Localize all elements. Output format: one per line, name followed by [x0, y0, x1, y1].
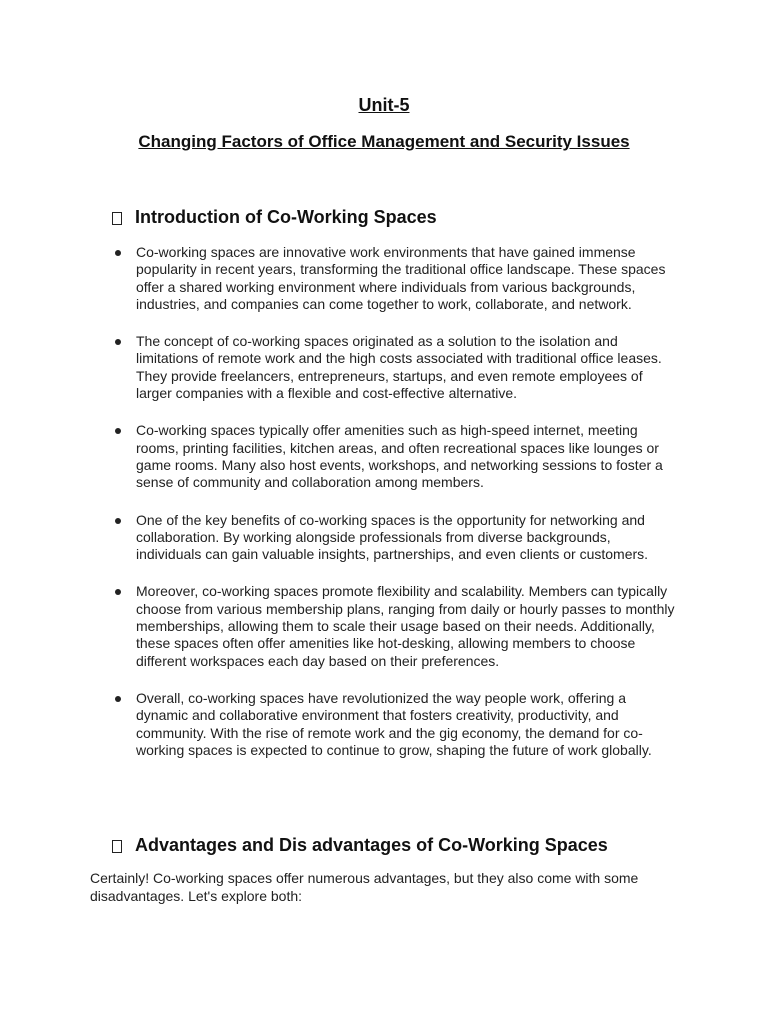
bullet-icon: [115, 518, 121, 524]
list-item-text: Co-working spaces are innovative work environments that have gained immense popularity in recent years, transforming the traditional office landscape. These spaces offer a shared working environment where individuals from various backgrounds, industries, and companies can come together to work, collaborate, and network.: [136, 244, 666, 312]
section-heading-text: Introduction of Co-Working Spaces: [135, 207, 437, 227]
list-item-text: Moreover, co-working spaces promote flexibility and scalability. Members can typically choose from various membership plans, ranging from daily or hourly passes to monthly memberships, allowing them to scale their usage based on their needs. Additionally, these spaces often offer amenities like hot-desking, allowing members to choose different workspaces each day based on their preferences.: [136, 583, 675, 669]
bullet-icon: [115, 589, 121, 595]
bullet-icon: [115, 250, 121, 256]
section-heading-advantages: [112, 835, 608, 856]
unit-label: Unit-5: [358, 95, 410, 115]
list-item-text: Overall, co-working spaces have revolutionized the way people work, offering a dynamic and collaborative environment that fosters creativity, productivity, and community. With the rise of remote work and the gig economy, the demand for co-working spaces is expected to continue to grow, shaping the future of work globally.: [136, 689, 652, 758]
bullet-icon: [115, 339, 121, 345]
list-item-text: One of the key benefits of co-working spaces is the opportunity for networking and collaboration. By working alongside professionals from diverse backgrounds, individuals can gain valuable insights, partnerships, and even clients or customers.: [136, 511, 649, 563]
missing-glyph-icon: [112, 212, 122, 225]
advantages-intro-paragraph: Certainly! Co-working spaces offer numerous advantages, but they also come with some disadvantages. Let's explore both:: [90, 870, 639, 904]
bullet-icon: [115, 428, 121, 434]
section-heading-introduction: [112, 207, 437, 228]
list-item: [112, 244, 678, 313]
section-heading-text: Advantages and Dis advantages of Co-Working Spaces: [135, 835, 608, 855]
list-item: [112, 512, 678, 564]
list-item: [112, 583, 678, 669]
list-item: [112, 422, 678, 491]
bullet-icon: [115, 696, 121, 702]
introduction-bullet-list: [112, 244, 678, 779]
list-item: [112, 690, 678, 759]
missing-glyph-icon: [112, 840, 122, 853]
list-item-text: The concept of co-working spaces originated as a solution to the isolation and limitations of remote work and the high costs associated with traditional office leases. They provide freelancers, entrepreneurs, startups, and even remote employees of larger companies with a flexible and cost-effective alternative.: [136, 333, 662, 402]
page-title: Changing Factors of Office Management and Security Issues: [138, 132, 630, 151]
list-item-text: Co-working spaces typically offer amenities such as high-speed internet, meeting rooms, printing facilities, kitchen areas, and often recreational spaces like lounges or game rooms. Many also host events, workshops, and networking sessions to foster a sense of community and collaboration among members.: [136, 422, 663, 491]
list-item: [112, 333, 678, 402]
